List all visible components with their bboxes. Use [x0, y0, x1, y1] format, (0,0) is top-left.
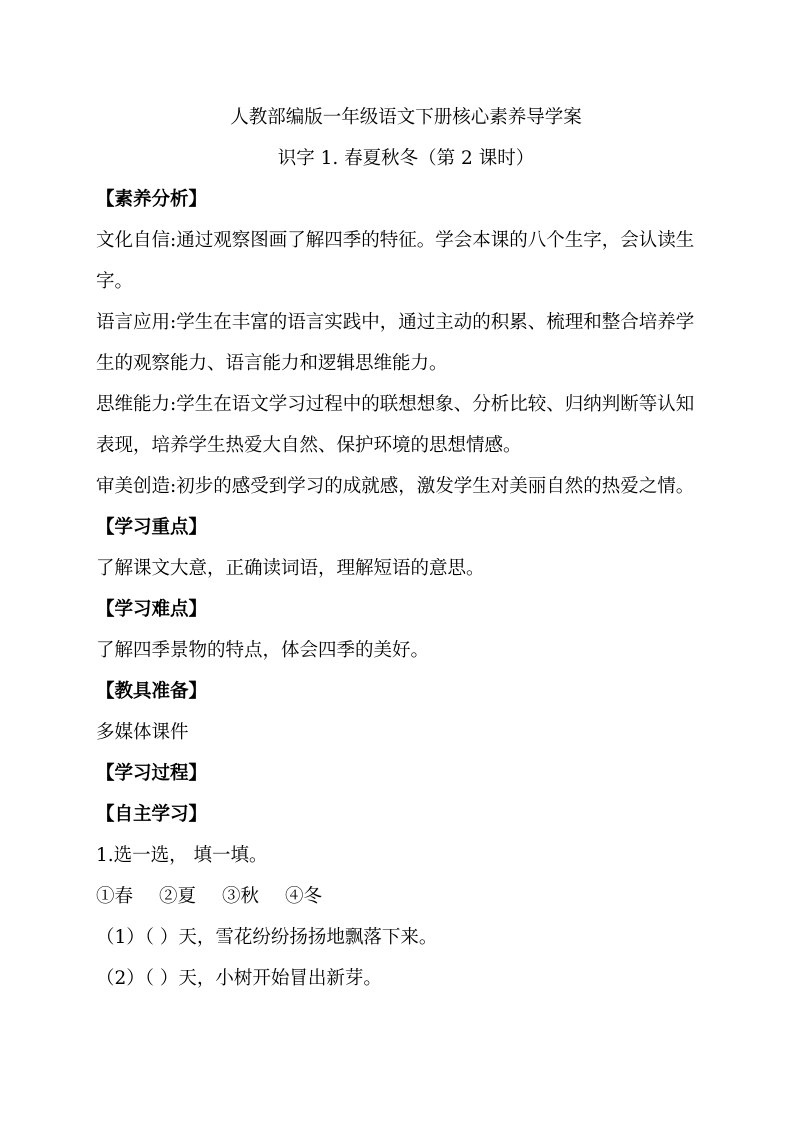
document-page — [96, 0, 716, 1123]
learning-difficulty-heading: 【学习难点】 — [96, 599, 208, 620]
literacy-line: 文化自信:通过观察图画了解四季的特征。学会本课的八个生字，会认读生 — [96, 230, 695, 251]
literacy-line: 字。 — [96, 271, 134, 292]
learning-process-heading: 【学习过程】 — [96, 763, 208, 784]
learning-focus-heading: 【学习重点】 — [96, 517, 208, 538]
option-autumn: ③秋 — [222, 886, 260, 907]
option-winter: ④冬 — [285, 886, 323, 907]
season-options — [96, 885, 716, 909]
literacy-analysis-heading: 【素养分析】 — [96, 189, 208, 210]
literacy-line: 审美创造:初步的感受到学习的成就感，激发学生对美丽自然的热爱之情。 — [96, 476, 695, 497]
question-2: （2）（ ）天，小树开始冒出新芽。 — [96, 968, 382, 989]
literacy-line: 语言应用:学生在丰富的语言实践中，通过主动的积累、梳理和整合培养学 — [96, 312, 695, 333]
question-1: （1）（ ）天，雪花纷纷扬扬地飘落下来。 — [96, 927, 438, 948]
option-spring: ①春 — [96, 886, 134, 907]
document-subtitle: 识字 1. 春夏秋冬（第 2 课时） — [277, 148, 535, 169]
self-study-heading: 【自主学习】 — [96, 804, 208, 825]
literacy-line: 生的观察能力、语言能力和逻辑思维能力。 — [96, 353, 448, 374]
option-summer: ②夏 — [159, 886, 197, 907]
literacy-line: 思维能力:学生在语文学习过程中的联想想象、分析比较、归纳判断等认知 — [96, 394, 695, 415]
literacy-line: 表现，培养学生热爱大自然、保护环境的思想情感。 — [96, 435, 522, 456]
document-title: 人教部编版一年级语文下册核心素养导学案 — [230, 107, 582, 128]
teaching-tools-heading: 【教具准备】 — [96, 681, 208, 702]
learning-focus-text: 了解课文大意，正确读词语，理解短语的意思。 — [96, 558, 485, 579]
exercise-instruction: 1.选一选， 填一填。 — [96, 845, 268, 866]
learning-difficulty-text: 了解四季景物的特点，体会四季的美好。 — [96, 640, 430, 661]
teaching-tools-text: 多媒体课件 — [96, 722, 189, 743]
